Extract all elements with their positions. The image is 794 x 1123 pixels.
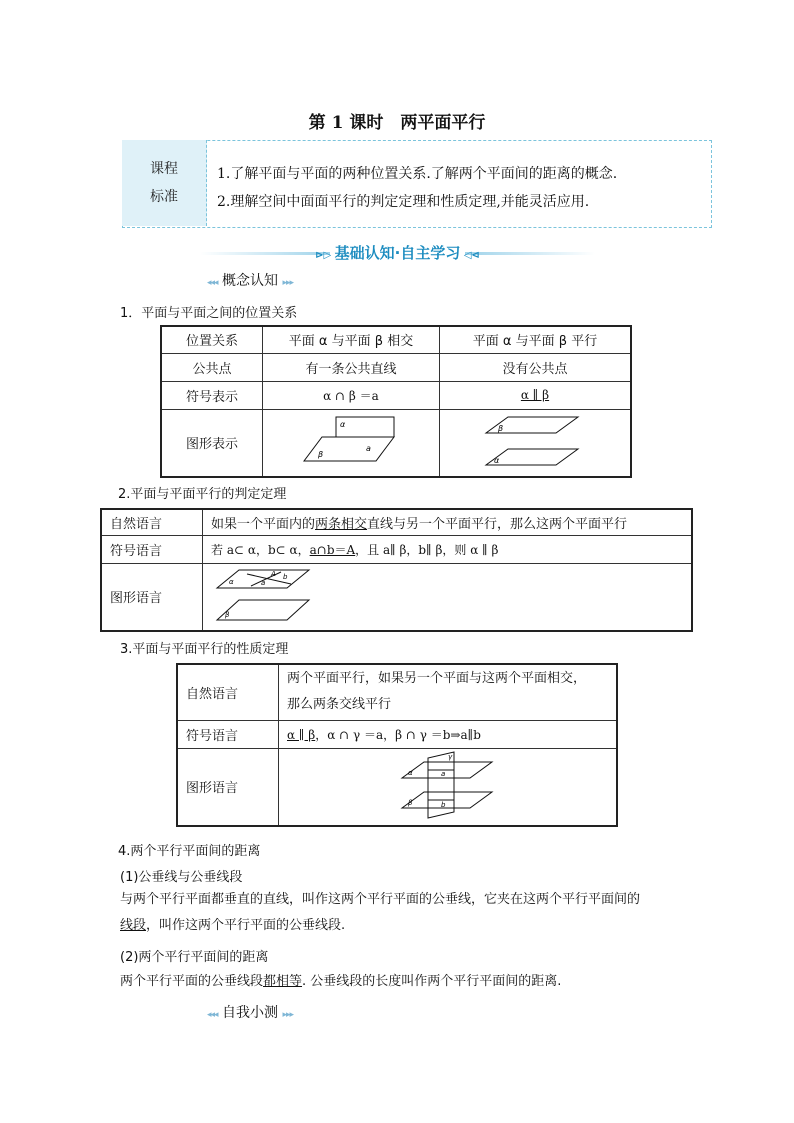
section4-para2: 两个平行平面的公垂线段都相等. 公垂线段的长度叫作两个平行平面间的距离. [120, 974, 562, 989]
parallel-figure-cell [440, 409, 632, 477]
cell: 平面 α 与平面 β 相交 [263, 326, 440, 353]
parallel-property-table [176, 663, 618, 827]
section2-title: 2.平面与平面平行的判定定理 [118, 487, 287, 502]
cell: 平面 α 与平面 β 平行 [440, 326, 632, 353]
cell: 图形语言 [101, 563, 203, 631]
svg-text:α: α [494, 455, 500, 465]
cell: 符号表示 [161, 381, 263, 409]
banner-right-arrows-icon: ◁⊲ [460, 250, 480, 261]
left-arrows-icon: ◂◂◂ [207, 1010, 218, 1020]
para1-line2: 线段，叫作这两个平行平面的公垂线段. [120, 918, 346, 933]
svg-text:β: β [407, 798, 412, 807]
course-standard-label [122, 140, 207, 226]
property-symbol-language: α ∥ β，α ∩ γ ＝a，β ∩ γ ＝b⇒a∥b [279, 720, 618, 748]
criterion-figure [211, 566, 321, 624]
cell: 自然语言 [177, 664, 279, 720]
svg-text:β: β [318, 449, 324, 459]
banner-title: 基础认知·自主学习 [334, 244, 461, 262]
position-relation-table [160, 325, 632, 478]
cell: 没有公共点 [440, 353, 632, 381]
property-figure-cell [279, 748, 618, 826]
section-banner [200, 242, 595, 264]
svg-text:a: a [366, 443, 371, 453]
section4-sub2: (2)两个平行平面间的距离 [120, 950, 269, 965]
concept-heading [207, 270, 293, 290]
standard-label-line1: 课程 [150, 161, 178, 177]
parallel-criterion-table [100, 508, 693, 632]
svg-text:a: a [261, 578, 266, 587]
property-natural-language: 两个平面平行，如果另一个平面与这两个平面相交， 那么两条交线平行 [279, 664, 618, 720]
para1-line1: 与两个平行平面都垂直的直线，叫作这两个平行平面的公垂线，它夹在这两个平行平面间的 [120, 892, 641, 907]
svg-text:β: β [225, 610, 230, 619]
section4-title: 4.两个平行平面间的距离 [118, 844, 261, 859]
cell: 公共点 [161, 353, 263, 381]
svg-text:α: α [407, 768, 413, 777]
criterion-natural-language: 如果一个平面内的两条相交直线与另一个平面平行，那么这两个平面平行 [203, 509, 693, 535]
intersect-figure-cell [263, 409, 440, 477]
svg-text:b: b [283, 572, 288, 581]
course-standard-items [217, 160, 617, 216]
svg-text:a: a [440, 769, 445, 778]
standard-item-2: 2.理解空间中面面平行的判定定理和性质定理,并能灵活应用. [217, 194, 590, 210]
svg-text:A: A [271, 569, 276, 578]
cell: α ∩ β ＝a [263, 381, 440, 409]
parallel-planes-figure [480, 411, 590, 471]
right-arrows-icon: ▸▸▸ [282, 1010, 294, 1020]
cell: 位置关系 [161, 326, 263, 353]
svg-text:β: β [498, 423, 504, 433]
svg-text:γ: γ [447, 752, 452, 761]
standard-item-1: 1.了解平面与平面的两种位置关系.了解两个平面间的距离的概念. [217, 166, 618, 182]
page-title: 第 1 课时 两平面平行 [308, 113, 486, 133]
standard-label-line2: 标准 [150, 189, 178, 205]
section4-sub1: (1)公垂线与公垂线段 [120, 870, 243, 885]
self-test-heading-text: 自我小测 [222, 1005, 279, 1021]
cell: 图形语言 [177, 748, 279, 826]
banner-left-arrows-icon: ⊳▷ [315, 250, 335, 261]
self-test-heading [207, 1002, 293, 1022]
svg-text:α: α [340, 419, 346, 429]
cell: 自然语言 [101, 509, 203, 535]
svg-text:b: b [440, 800, 445, 809]
property-figure [398, 750, 498, 820]
cell: 图形表示 [161, 409, 263, 477]
criterion-figure-cell [203, 563, 693, 631]
intersecting-planes-figure [296, 413, 406, 469]
concept-heading-text: 概念认知 [222, 273, 279, 289]
section1-title: 1．平面与平面之间的位置关系 [120, 306, 298, 321]
section4-para1 [120, 887, 740, 939]
svg-text:α: α [229, 577, 234, 586]
section3-title: 3.平面与平面平行的性质定理 [120, 642, 289, 657]
criterion-symbol-language: 若 a⊂ α，b⊂ α，a∩b＝A，且 a∥ β，b∥ β，则 α ∥ β [203, 535, 693, 563]
cell: 符号语言 [101, 535, 203, 563]
cell: 有一条公共直线 [263, 353, 440, 381]
cell: α ∥ β [520, 388, 550, 402]
right-arrows-icon: ▸▸▸ [282, 278, 294, 288]
cell: 符号语言 [177, 720, 279, 748]
left-arrows-icon: ◂◂◂ [207, 278, 218, 288]
